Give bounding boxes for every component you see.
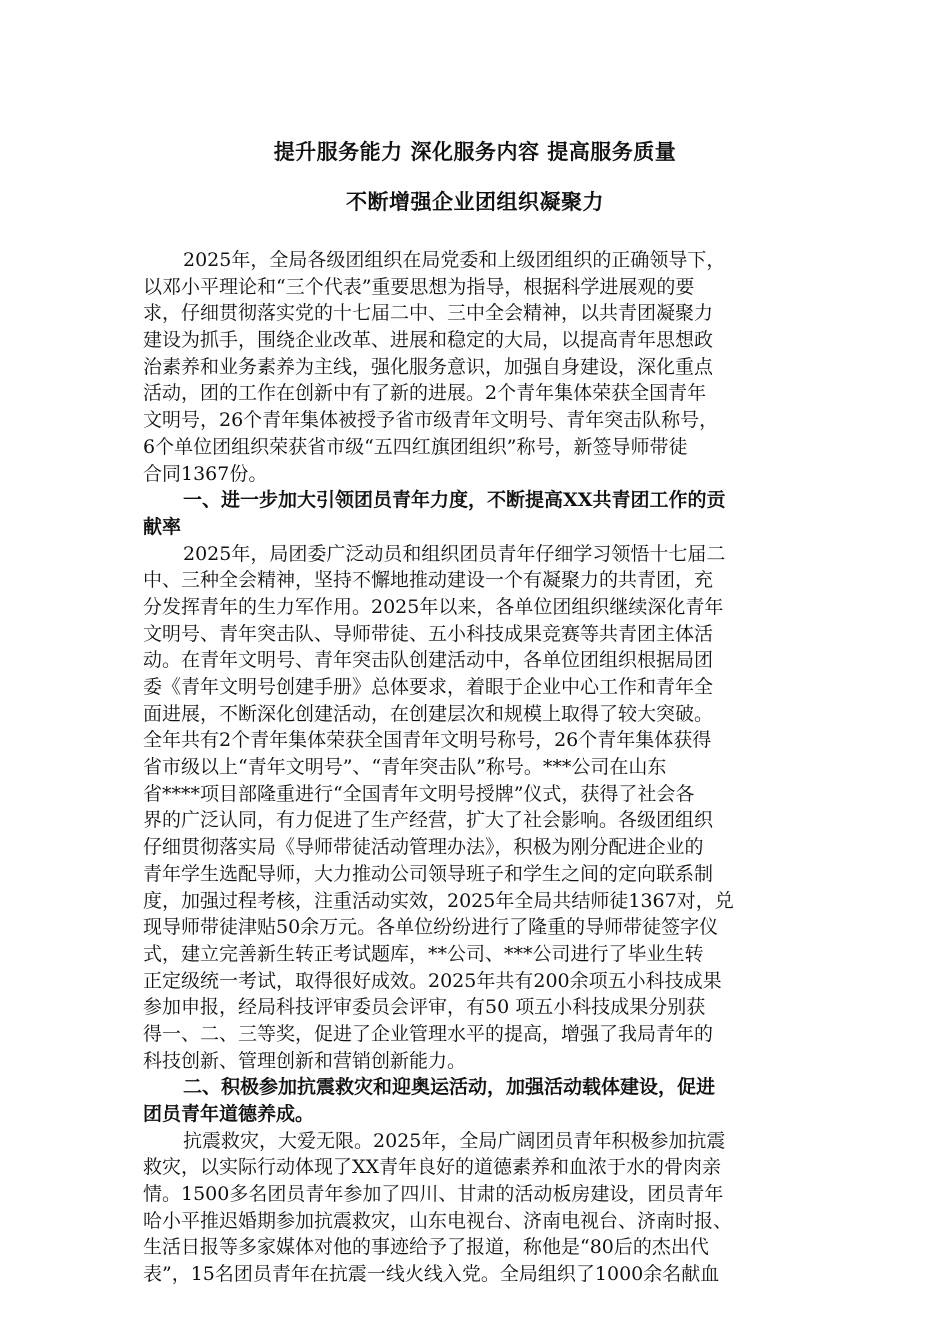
body-text-line: 救灾，以实际行动体现了XX青年良好的道德素养和血浓于水的骨肉亲 bbox=[143, 1156, 722, 1179]
body-text-line: 6个单位团组织荣获省市级“五四红旗团组织”称号，新签导师带徒 bbox=[143, 435, 688, 458]
document-body bbox=[143, 247, 823, 1288]
body-text-line: 以邓小平理论和“三个代表”重要思想为指导，根据科学进展观的要 bbox=[143, 275, 695, 298]
document-title-line-1: 提升服务能力 深化服务内容 提高服务质量 bbox=[273, 140, 677, 164]
body-text-line: 现导师带徒津贴50余万元。各单位纷纷进行了隆重的导师带徒签字仪 bbox=[143, 916, 719, 939]
body-text-line: 仔细贯彻落实局《导师带徒活动管理办法》，积极为刚分配进企业的 bbox=[143, 836, 704, 859]
body-text-line: 全年共有2个青年集体荣获全国青年文明号称号，26个青年集体获得 bbox=[143, 729, 712, 752]
body-text-line: 青年学生选配导师，大力推动公司领导班子和学生之间的定向联系制 bbox=[143, 862, 714, 885]
body-text-line: 2025年，局团委广泛动员和组织团员青年仔细学习领悟十七届二 bbox=[183, 542, 726, 565]
body-text-line: 活动，团的工作在创新中有了新的进展。2个青年集体荣获全国青年 bbox=[143, 382, 707, 405]
body-text-line: 生活日报等多家媒体对他的事迹给予了报道，称他是“80后的杰出代 bbox=[143, 1236, 709, 1259]
body-text-line: 治素养和业务素养为主线，强化服务意识，加强自身建设，深化重点 bbox=[143, 355, 714, 378]
body-text-line: 情。1500多名团员青年参加了四川、甘肃的活动板房建设，团员青年 bbox=[143, 1183, 724, 1206]
body-text-line: 面进展，不断深化创建活动，在创建层次和规模上取得了较大突破。 bbox=[143, 702, 714, 725]
document-title-line-2: 不断增强企业团组织凝聚力 bbox=[346, 190, 604, 214]
section-heading-line: 二、积极参加抗震救灾和迎奥运活动，加强活动载体建设，促进 bbox=[183, 1076, 716, 1099]
body-text-line: 分发挥青年的生力军作用。2025年以来，各单位团组织继续深化青年 bbox=[143, 595, 724, 618]
body-text-line: 得一、二、三等奖，促进了企业管理水平的提高，增强了我局青年的 bbox=[143, 1022, 714, 1045]
body-text-line: 抗震救灾，大爱无限。2025年，全局广阔团员青年积极参加抗震 bbox=[183, 1129, 726, 1152]
body-text-line: 哈小平推迟婚期参加抗震救灾，山东电视台、济南电视台、济南时报、 bbox=[143, 1209, 733, 1232]
body-text-line: 省****项目部隆重进行“全国青年文明号授牌”仪式，获得了社会各 bbox=[143, 782, 695, 805]
section-heading-line: 一、进一步加大引领团员青年力度，不断提高XX共青团工作的贡 bbox=[183, 489, 726, 512]
body-text-line: 正定级统一考试，取得很好成效。2025年共有200余项五小科技成果 bbox=[143, 969, 722, 992]
section-heading-line: 团员青年道德养成。 bbox=[143, 1103, 315, 1125]
body-text-line: 求，仔细贯彻落实党的十七届二中、三中全会精神，以共青团凝聚力 bbox=[143, 302, 714, 325]
body-text-line: 文明号，26个青年集体被授予省市级青年文明号、青年突击队称号， bbox=[143, 409, 719, 432]
body-text-line: 委《青年文明号创建手册》总体要求，着眼于企业中心工作和青年全 bbox=[143, 676, 714, 698]
body-text-line: 界的广泛认同，有力促进了生产经营，扩大了社会影响。各级团组织 bbox=[143, 809, 714, 832]
body-text-line: 参加申报，经局科技评审委员会评审，有50 项五小科技成果分别获 bbox=[143, 996, 706, 1019]
body-text-line: 动。在青年文明号、青年突击队创建活动中，各单位团组织根据局团 bbox=[143, 649, 714, 672]
body-text-line: 2025年，全局各级团组织在局党委和上级团组织的正确领导下， bbox=[183, 249, 726, 271]
body-text-line: 表”，15名团员青年在抗震一线火线入党。全局组织了1000余名献血 bbox=[143, 1263, 720, 1286]
body-text-line: 合同1367份。 bbox=[143, 462, 268, 485]
body-text-line: 度，加强过程考核，注重活动实效，2025年全局共结师徒1367对，兑 bbox=[143, 889, 734, 912]
body-text-line: 建设为抓手，围绕企业改革、进展和稳定的大局，以提高青年思想政 bbox=[143, 329, 714, 352]
body-text-line: 中、三种全会精神，坚持不懈地推动建设一个有凝聚力的共青团，充 bbox=[143, 569, 714, 592]
section-heading-line: 献率 bbox=[143, 515, 182, 538]
body-text-line: 省市级以上“青年文明号”、“青年突击队”称号。***公司在山东 bbox=[143, 756, 667, 779]
body-text-line: 科技创新、管理创新和营销创新能力。 bbox=[143, 1049, 467, 1072]
body-text-line: 式，建立完善新生转正考试题库，**公司、***公司进行了毕业生转 bbox=[143, 942, 704, 965]
body-text-line: 文明号、青年突击队、导师带徒、五小科技成果竞赛等共青团主体活 bbox=[143, 622, 714, 645]
